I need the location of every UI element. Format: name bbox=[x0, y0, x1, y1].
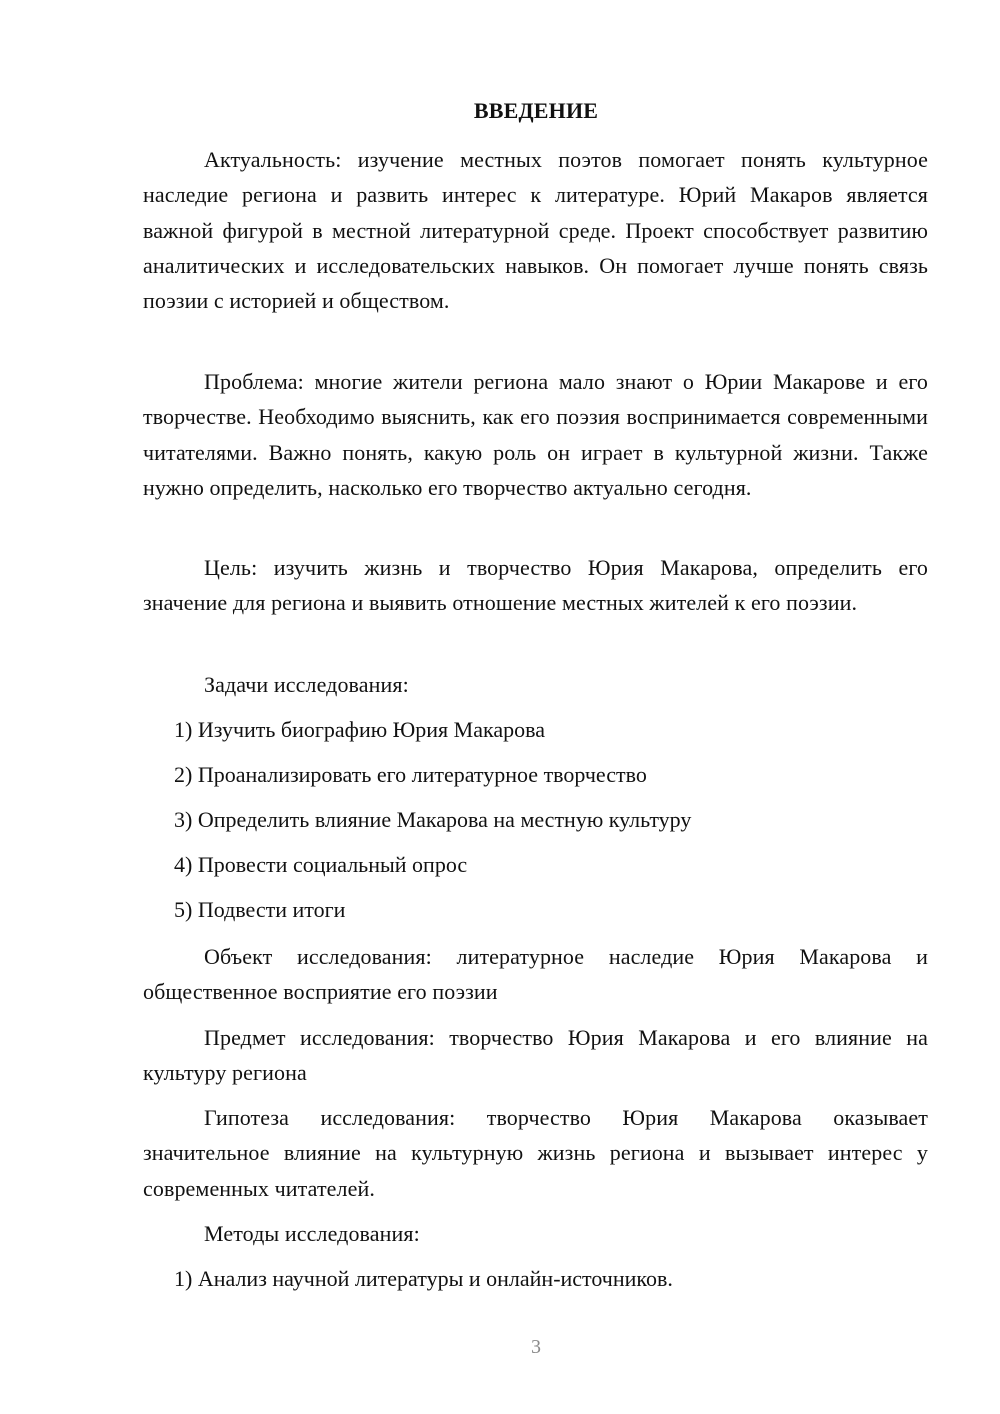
object-paragraph: Объект исследования: литературное наследие Юрия Макарова и общественное восприятие его поэзии bbox=[143, 944, 928, 1005]
relevance-paragraph: Актуальность: изучение местных поэтов помогает понять культурное наследие региона и развить интерес к литературе. Юрий Макаров является важной фигурой в местной литературной среде. Проект способствует развитию аналитических и исследовательских навыков. Он помогает лучше понять связь поэзии с историей и обществом. bbox=[143, 147, 928, 314]
method-item: 1) Анализ научной литературы и онлайн-источников. bbox=[174, 1266, 673, 1291]
task-item: 1) Изучить биографию Юрия Макарова bbox=[174, 717, 545, 742]
subject-paragraph: Предмет исследования: творчество Юрия Макарова и его влияние на культуру региона bbox=[143, 1025, 928, 1086]
page-number: 3 bbox=[531, 1336, 541, 1358]
hypothesis-paragraph: Гипотеза исследования: творчество Юрия Макарова оказывает значительное влияние на культурную жизнь региона и вызывает интерес у современных читателей. bbox=[143, 1105, 928, 1201]
tasks-title: Задачи исследования: bbox=[204, 672, 409, 697]
task-item: 5) Подвести итоги bbox=[174, 897, 346, 922]
page-title: ВВЕДЕНИЕ bbox=[473, 98, 599, 123]
goal-paragraph: Цель: изучить жизнь и творчество Юрия Макарова, определить его значение для региона и выявить отношение местных жителей к его поэзии. bbox=[143, 555, 928, 616]
methods-title: Методы исследования: bbox=[204, 1221, 420, 1246]
task-item: 3) Определить влияние Макарова на местную культуру bbox=[174, 807, 692, 832]
task-item: 2) Проанализировать его литературное творчество bbox=[174, 762, 647, 787]
task-item: 4) Провести социальный опрос bbox=[174, 852, 468, 877]
problem-paragraph: Проблема: многие жители региона мало знают о Юрии Макарове и его творчестве. Необходимо выяснить, как его поэзия воспринимается современными читателями. Важно понять, какую роль он играет в культурной жизни. Также нужно определить, насколько его творчество актуально сегодня. bbox=[143, 369, 928, 500]
